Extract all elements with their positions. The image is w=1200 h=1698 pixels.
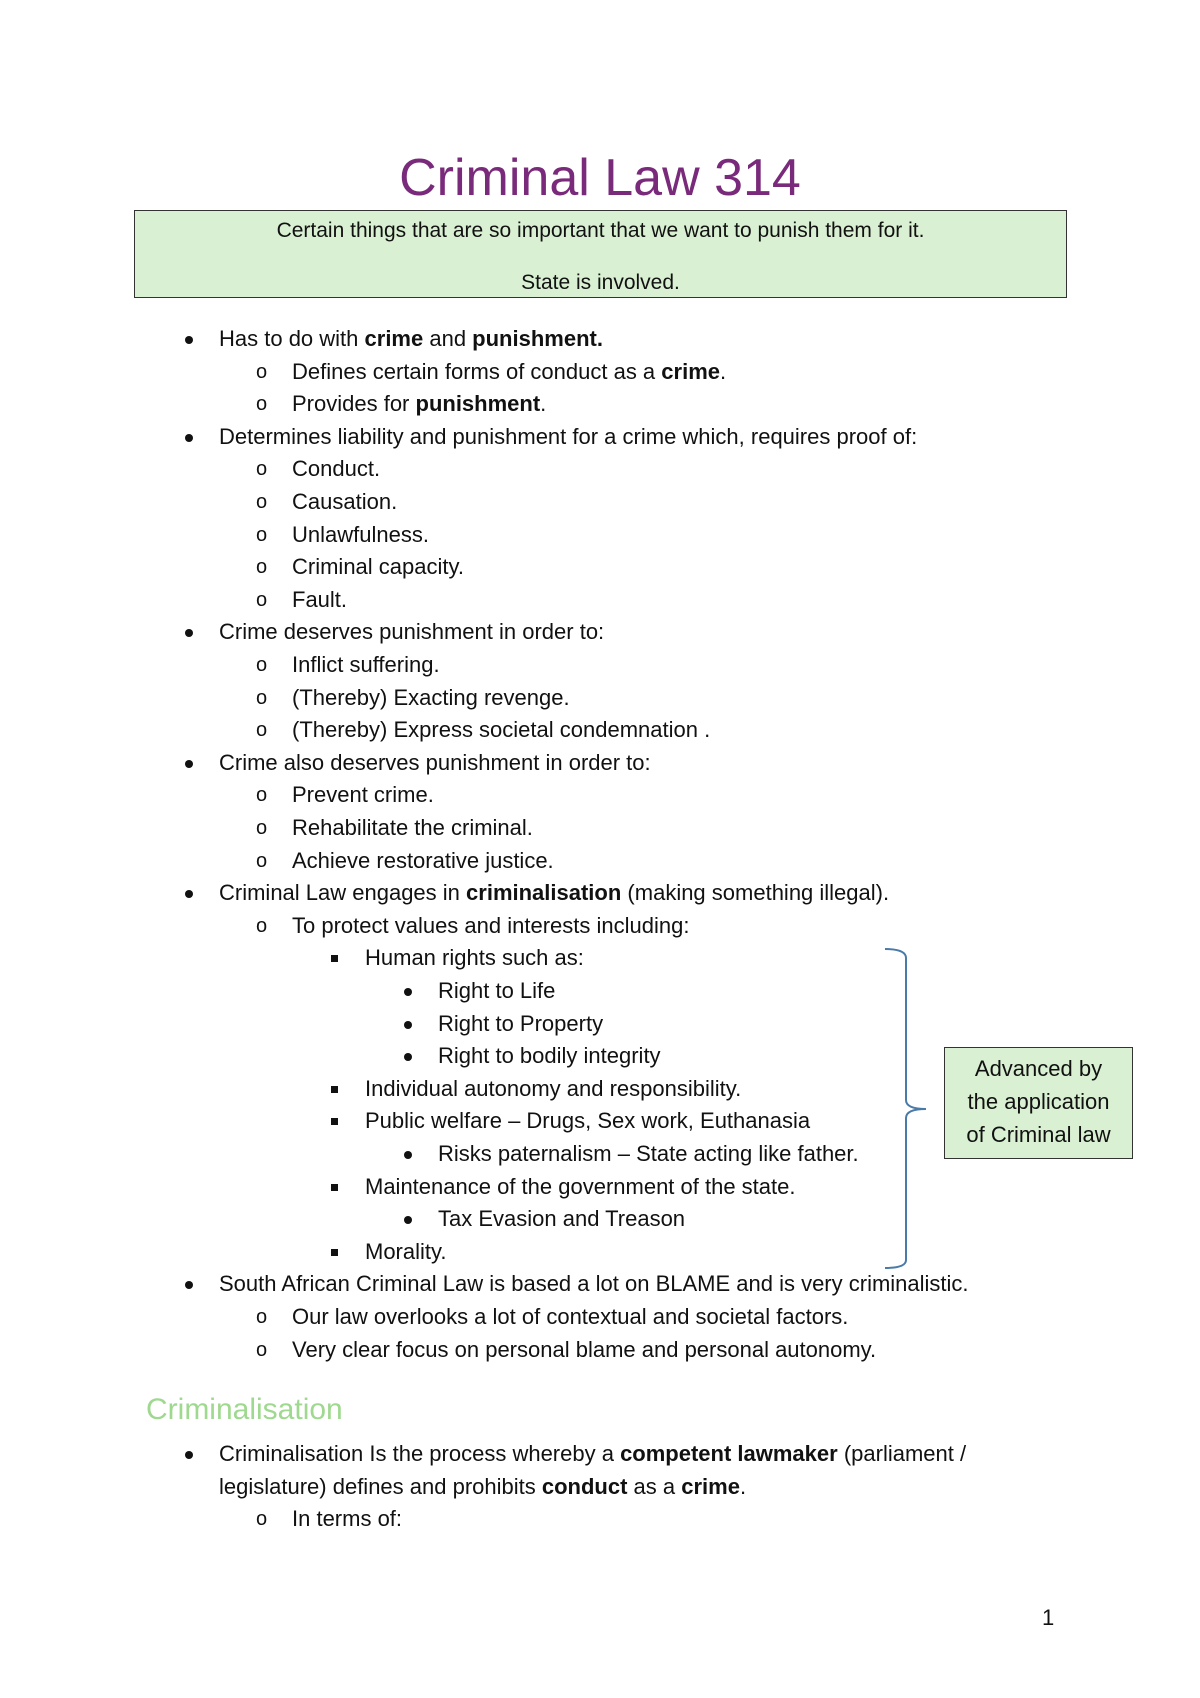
bullet-circle-icon: o xyxy=(256,491,268,513)
text-run: Human rights such as: xyxy=(365,945,584,971)
text-run: Tax Evasion and Treason xyxy=(438,1206,686,1232)
text-run: Conduct. xyxy=(292,456,381,482)
text-run: Very clear focus on personal blame and personal autonomy. xyxy=(292,1336,877,1362)
text-run: South African Criminal Law is based a lot on BLAME and is very criminalistic. xyxy=(219,1271,969,1297)
bullet-circle-icon: o xyxy=(256,588,268,611)
bullet-circle-icon: o xyxy=(256,654,268,676)
bullet-circle-icon: o xyxy=(256,719,268,742)
list-item xyxy=(219,1473,746,1501)
bold-text: punishment. xyxy=(472,326,603,351)
page-number: 1 xyxy=(1042,1605,1055,1630)
text-run: Criminal capacity. xyxy=(292,554,464,580)
bullet-circle-icon: o xyxy=(256,1306,268,1328)
text-run: Criminal Law engages in xyxy=(219,880,467,906)
bold-text: crime xyxy=(661,358,721,384)
text-run: . xyxy=(739,1473,747,1499)
text-run: Morality. xyxy=(365,1238,447,1264)
bullet-circle-icon: o xyxy=(256,556,268,579)
text-run: Our law overlooks a lot of contextual and societal factors. xyxy=(292,1304,849,1329)
summary-line-2: State is involved. xyxy=(521,271,680,294)
bold-text: punishment xyxy=(415,391,541,417)
bold-text: competent lawmaker xyxy=(620,1441,838,1466)
text-run: Risks paternalism – State acting like father. xyxy=(438,1141,859,1166)
bullet-circle-icon: o xyxy=(256,914,268,937)
text-run: Maintenance of the government of the state. xyxy=(365,1173,796,1199)
bold-text: criminalisation xyxy=(466,880,622,906)
list-item xyxy=(292,1505,402,1533)
text-run: Causation. xyxy=(292,489,398,514)
text-run: Prevent crime. xyxy=(292,782,434,808)
list-item xyxy=(219,1440,966,1468)
text-run: Criminalisation Is the process whereby a xyxy=(219,1441,621,1466)
bullet-circle-icon: o xyxy=(256,1338,268,1361)
bullet-circle-icon: o xyxy=(256,393,268,416)
text-run: (making something illegal). xyxy=(621,880,890,906)
bullet-circle-icon: o xyxy=(256,1508,268,1531)
bullet-circle-icon: o xyxy=(256,849,268,872)
bullet-circle-icon: o xyxy=(256,458,268,481)
text-run: (Thereby) Express societal condemnation . xyxy=(292,717,711,743)
text-run: (parliament / xyxy=(837,1441,967,1466)
text-run: Right to Life xyxy=(438,978,556,1003)
text-run: Public welfare – Drugs, Sex work, Euthanasia xyxy=(365,1108,811,1134)
bullet-circle-icon: o xyxy=(256,784,268,807)
text-run: Unlawfulness. xyxy=(292,521,429,547)
bullet-circle-icon: o xyxy=(256,817,268,839)
page-title: Criminal Law 314 xyxy=(399,149,801,207)
callout-line-2: the application xyxy=(967,1089,1110,1114)
callout-line-1: Advanced by xyxy=(974,1056,1103,1081)
bold-text: crime xyxy=(364,326,424,351)
text-run: Inflict suffering. xyxy=(292,652,440,677)
text-run: Individual autonomy and responsibility. xyxy=(365,1075,742,1101)
text-run: . xyxy=(540,391,547,417)
text-run: Has to do with xyxy=(219,326,365,351)
text-run: Crime deserves punishment in order to: xyxy=(219,619,605,645)
text-run: Right to Property xyxy=(438,1010,604,1036)
bold-text: crime xyxy=(681,1473,740,1499)
bullet-circle-icon: o xyxy=(256,523,268,546)
text-run: In terms of: xyxy=(292,1506,403,1532)
text-run: To protect values and interests including: xyxy=(292,912,690,938)
text-run: as a xyxy=(627,1473,682,1499)
text-run: Crime also deserves punishment in order to: xyxy=(219,749,651,775)
callout-line-3: of Criminal law xyxy=(966,1122,1111,1147)
section-heading: Criminalisation xyxy=(146,1393,343,1426)
text-run: Achieve restorative justice. xyxy=(292,847,554,873)
summary-line-1: Certain things that are so important that we want to punish them for it. xyxy=(276,219,925,242)
text-run: Defines certain forms of conduct as a xyxy=(292,358,662,384)
text-run: . xyxy=(720,358,727,384)
text-run: Provides for xyxy=(292,391,416,417)
bullet-circle-icon: o xyxy=(256,686,268,709)
bullet-dot-icon xyxy=(185,1451,193,1459)
text-run: Right to bodily integrity xyxy=(438,1043,661,1069)
bullet-circle-icon: o xyxy=(256,360,268,383)
text-run: Determines liability and punishment for a crime which, requires proof of: xyxy=(219,423,918,449)
bold-text: conduct xyxy=(541,1473,628,1499)
text-run: and xyxy=(423,326,473,351)
callout-box xyxy=(944,1047,1133,1159)
text-run: legislature) defines and prohibits xyxy=(219,1473,542,1499)
text-run: (Thereby) Exacting revenge. xyxy=(292,684,570,710)
text-run: Rehabilitate the criminal. xyxy=(292,815,533,840)
text-run: Fault. xyxy=(292,586,348,612)
